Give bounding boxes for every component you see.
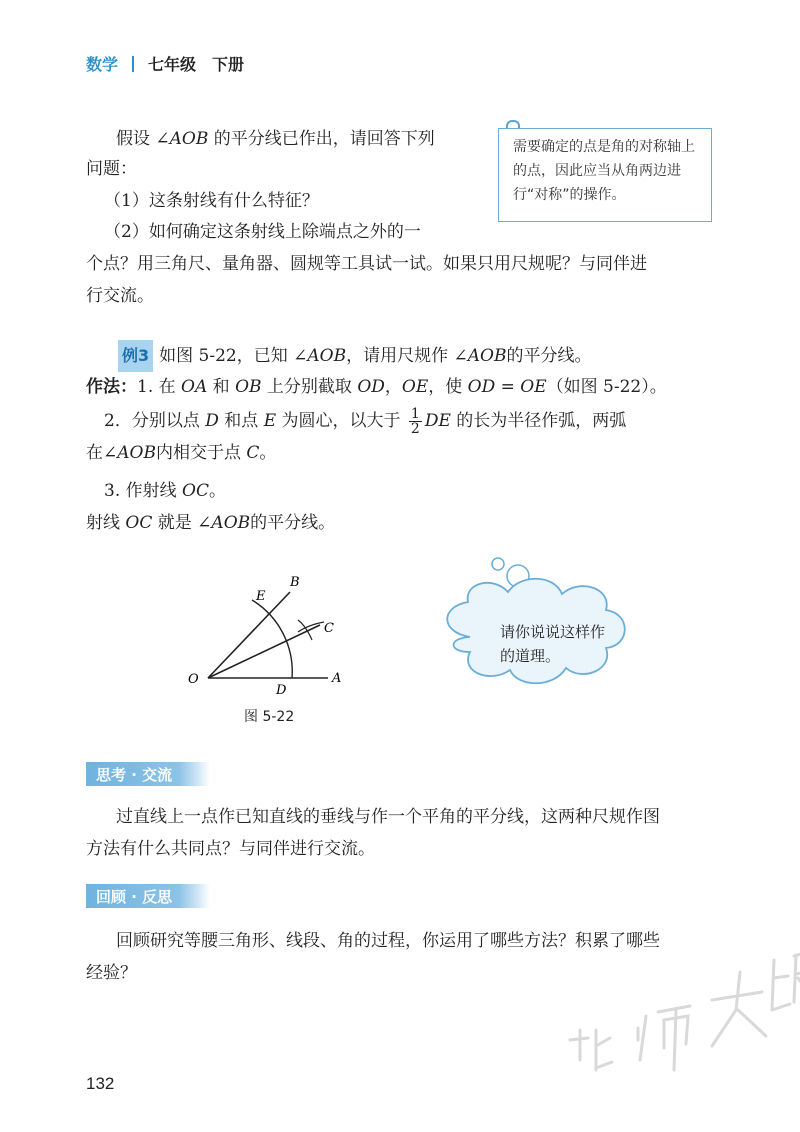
margin-note-text: 需要确定的点是角的对称轴上的点，因此应当从角两边进行“对称”的操作。 — [513, 139, 695, 203]
example-badge: 例3 — [118, 340, 153, 372]
math: OB — [235, 377, 262, 397]
text: 内相交于点 — [155, 443, 241, 463]
conclusion — [86, 508, 335, 538]
label-d: D — [276, 683, 287, 698]
fraction-denominator: 2 — [410, 421, 420, 437]
label-c: C — [324, 621, 334, 636]
page-number: 132 — [86, 1074, 115, 1093]
method-label: 作法： — [86, 377, 137, 397]
text: 和点 — [224, 411, 259, 431]
fraction-numerator: 1 — [410, 406, 420, 422]
text: ，请用尺规作 — [346, 346, 449, 366]
text: 3. 作射线 — [104, 481, 177, 501]
text: 2．分别以点 — [104, 411, 200, 431]
text: 假设 — [116, 129, 150, 149]
text: （如图 5-22）。 — [546, 377, 667, 397]
text: 射线 — [86, 513, 120, 533]
fraction-one-half — [409, 407, 422, 436]
label-b: B — [290, 575, 300, 590]
header-divider — [132, 56, 134, 72]
math: OC — [182, 481, 209, 501]
math: OC — [125, 513, 153, 533]
think-line-2: 方法有什么共同点？与同伴进行交流。 — [86, 839, 375, 859]
math-aob: AOB — [117, 443, 156, 463]
text: 为圆心，以大于 — [281, 411, 401, 431]
publisher-watermark — [540, 920, 800, 1090]
angle-symbol: ∠ — [155, 129, 170, 149]
intro-line-2: 问题： — [86, 159, 137, 179]
math: C — [246, 443, 260, 463]
header-subject: 数学 — [86, 55, 119, 74]
text: 在 — [86, 443, 103, 463]
angle-bisector-figure — [180, 570, 370, 700]
question-2-line-3: 行交流。 — [86, 286, 154, 306]
angle-symbol: ∠ — [103, 443, 118, 463]
label-a: A — [332, 671, 342, 686]
text: 1. 在 — [137, 377, 176, 397]
text: 的平分线已作出，请回答下列 — [213, 129, 435, 149]
text: 的平分线。 — [250, 513, 336, 533]
question-2-line-2: 个点？用三角尺、量角器、圆规等工具试一试。如果只用尺规呢？与同伴进 — [86, 254, 647, 274]
math-aob: AOB — [467, 346, 507, 366]
figure-caption: 图 5-22 — [244, 709, 295, 725]
example-statement — [118, 340, 592, 372]
text: ， — [384, 377, 402, 397]
header-volume: 下册 — [212, 55, 245, 74]
thought-cloud-text: 请你说说这样作的道理。 — [500, 623, 606, 665]
math-aob: AOB — [169, 129, 209, 149]
method-step-2-line-2 — [86, 438, 276, 468]
text: 的长为半径作弧，两弧 — [456, 411, 627, 431]
running-header — [86, 52, 244, 75]
text: 就是 — [157, 513, 192, 533]
angle-symbol: ∠ — [197, 513, 212, 533]
method-step-2-line-1 — [104, 406, 626, 436]
angle-symbol: ∠ — [453, 346, 468, 366]
intro-line-1 — [116, 124, 486, 154]
text: 。 — [259, 443, 277, 463]
math-aob: AOB — [211, 513, 251, 533]
question-2-line-1: （2）如何确定这条射线上除端点之外的一 — [104, 222, 421, 242]
math-aob: AOB — [307, 346, 347, 366]
header-grade: 七年级 — [148, 55, 197, 74]
label-e: E — [256, 589, 266, 604]
math: OD = OE — [467, 377, 547, 397]
math: E — [263, 411, 277, 431]
angle-symbol: ∠ — [293, 346, 308, 366]
text: 。 — [208, 481, 226, 501]
review-line-2: 经验？ — [86, 963, 137, 983]
review-section-tag: 回顾 · 反思 — [86, 884, 210, 908]
ray-ob — [208, 592, 290, 678]
think-section-tag: 思考 · 交流 — [86, 762, 210, 786]
method-step-1 — [86, 372, 667, 402]
ray-oc — [208, 625, 320, 678]
math: D — [205, 411, 219, 431]
review-line-1: 回顾研究等腰三角形、线段、角的过程，你运用了哪些方法？积累了哪些 — [116, 931, 660, 951]
question-1: （1）这条射线有什么特征？ — [104, 191, 319, 211]
think-line-1: 过直线上一点作已知直线的垂线与作一个平角的平分线，这两种尺规作图 — [116, 807, 660, 827]
method-step-3 — [104, 476, 226, 506]
math: OD — [357, 377, 385, 397]
text: 上分别截取 — [266, 377, 352, 397]
math: OA — [181, 377, 208, 397]
label-o: O — [188, 672, 199, 687]
math: OE — [401, 377, 429, 397]
text: 如图 5-22，已知 — [159, 346, 288, 366]
text: 和 — [212, 377, 230, 397]
margin-note — [498, 128, 712, 222]
text: ，使 — [428, 377, 463, 397]
math: DE — [424, 411, 451, 431]
text: 的平分线。 — [506, 346, 592, 366]
